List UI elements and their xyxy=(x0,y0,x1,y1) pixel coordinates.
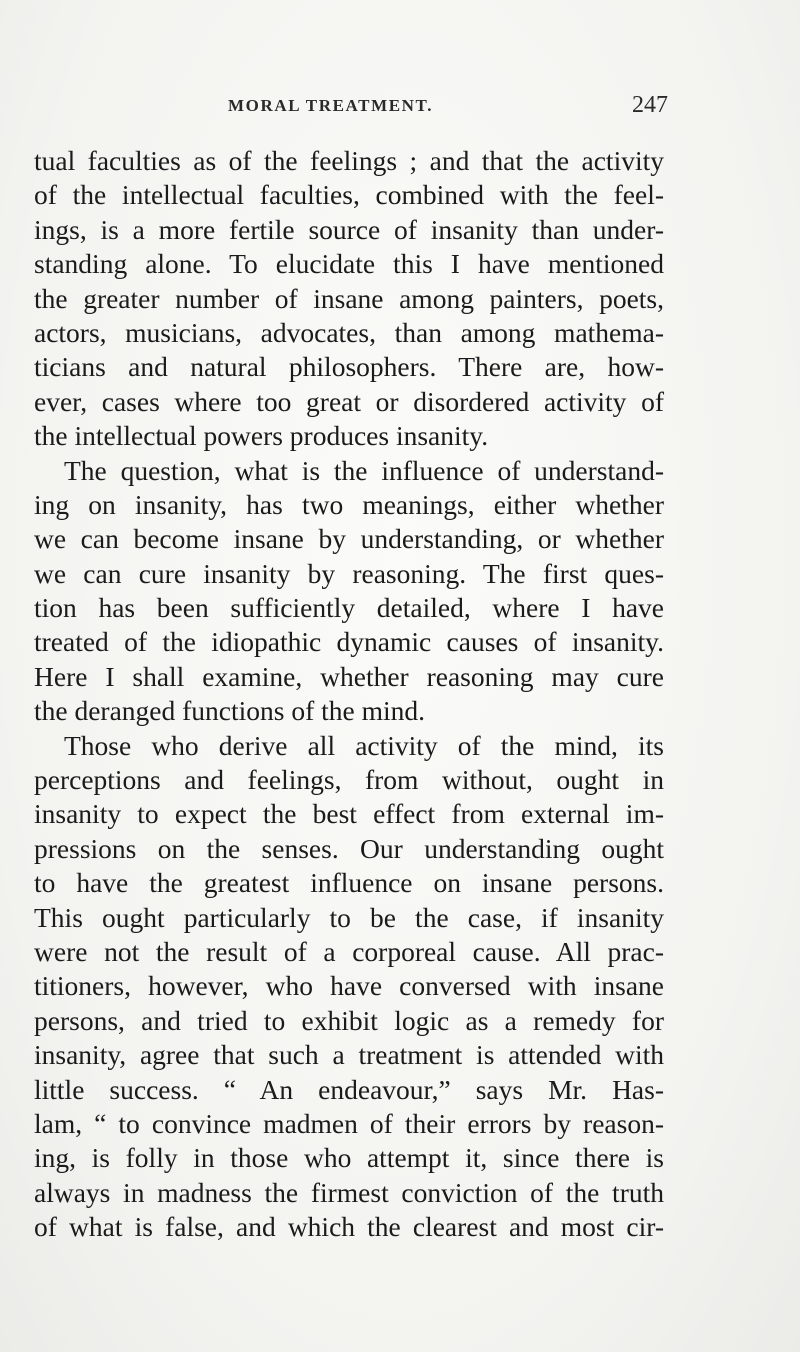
text-line: tual faculties as of the feelings ; and that the activity xyxy=(34,145,664,176)
paragraph-start-line: The question, what is the influence of understand- xyxy=(64,454,664,486)
running-title: MORAL TREATMENT. xyxy=(228,96,434,115)
text-line: we can become insane by understanding, or whether xyxy=(34,523,664,555)
text-line: ing, is folly in those who attempt it, since there is xyxy=(34,1142,664,1174)
text-line: Here I shall examine, whether reasoning may cure xyxy=(34,660,664,692)
text-line: This ought particularly to be the case, if insanity xyxy=(34,901,664,933)
text-line: tion has been sufficiently detailed, where I have xyxy=(34,592,664,624)
text-line: persons, and tried to exhibit logic as a remedy for xyxy=(34,1004,664,1036)
text-line: pressions on the senses. Our understanding ought xyxy=(34,832,664,864)
paragraph-end-line: the deranged functions of the mind. xyxy=(34,695,426,727)
text-line: treated of the idiopathic dynamic causes of insanity. xyxy=(34,626,664,658)
running-head xyxy=(228,92,668,126)
text-line: actors, musicians, advocates, than among mathema- xyxy=(34,316,664,348)
paragraph-start-line: Those who derive all activity of the mind, its xyxy=(64,729,664,761)
text-line: the greater number of insane among painters, poets, xyxy=(34,282,664,314)
paragraph-end-line: the intellectual powers produces insanity. xyxy=(34,420,489,452)
text-line: perceptions and feelings, from without, ought in xyxy=(34,764,664,796)
text-line: ticians and natural philosophers. There are, how- xyxy=(34,351,664,383)
text-line: we can cure insanity by reasoning. The first ques- xyxy=(34,557,664,589)
text-line: always in madness the firmest conviction of the truth xyxy=(34,1176,664,1208)
text-line: ing on insanity, has two meanings, either whether xyxy=(34,488,664,520)
text-line: ever, cases where too great or disordered activity of xyxy=(34,385,664,417)
text-line: ings, is a more fertile source of insanity than under- xyxy=(34,213,664,245)
text-line: to have the greatest influence on insane persons. xyxy=(34,867,664,899)
text-line: were not the result of a corporeal cause. All prac- xyxy=(34,935,664,967)
text-line: insanity to expect the best effect from external im- xyxy=(34,798,664,830)
body-text xyxy=(34,144,664,1245)
text-line: insanity, agree that such a treatment is attended with xyxy=(34,1039,664,1071)
text-line: of what is false, and which the clearest and most cir- xyxy=(34,1211,664,1243)
text-line: standing alone. To elucidate this I have mentioned xyxy=(34,248,664,280)
text-line: little success. “ An endeavour,” says Mr. Has- xyxy=(34,1073,664,1105)
text-line: titioners, however, who have conversed with insane xyxy=(34,970,664,1002)
text-line: lam, “ to convince madmen of their errors by reason- xyxy=(34,1107,664,1139)
page-number: 247 xyxy=(632,92,668,118)
text-line: of the intellectual faculties, combined with the feel- xyxy=(34,179,664,211)
